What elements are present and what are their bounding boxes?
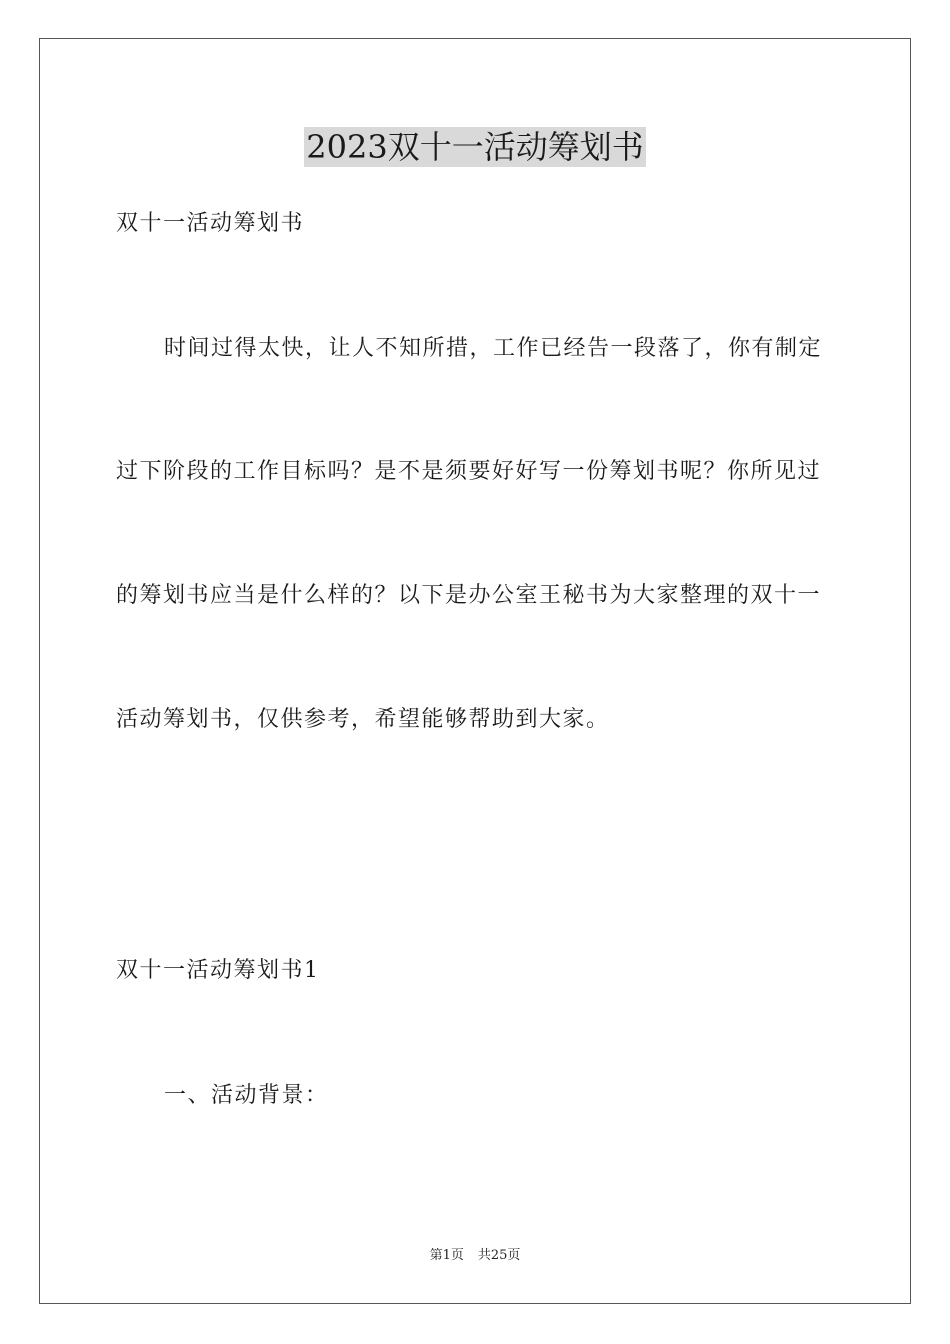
intro-line-1: 时间过得太快，让人不知所措，工作已经告一段落了，你有制定 xyxy=(164,336,823,361)
document-title: 2023双十一活动筹划书 xyxy=(306,128,644,166)
page-number: 第1页 xyxy=(429,1248,464,1263)
intro-line-4: 活动筹划书，仅供参考，希望能够帮助到大家。 xyxy=(116,707,610,732)
section-heading: 双十一活动筹划书1 xyxy=(116,958,320,983)
subsection-heading: 一、活动背景： xyxy=(164,1083,329,1108)
title-container xyxy=(0,127,950,167)
intro-line-3: 的筹划书应当是什么样的？以下是办公室王秘书为大家整理的双十一 xyxy=(116,583,822,608)
intro-line-2: 过下阶段的工作目标吗？是不是须要好好写一份筹划书呢？你所见过 xyxy=(116,459,822,484)
document-subtitle: 双十一活动筹划书 xyxy=(116,211,305,236)
page-total: 共25页 xyxy=(477,1248,521,1263)
page-footer xyxy=(0,1247,950,1265)
